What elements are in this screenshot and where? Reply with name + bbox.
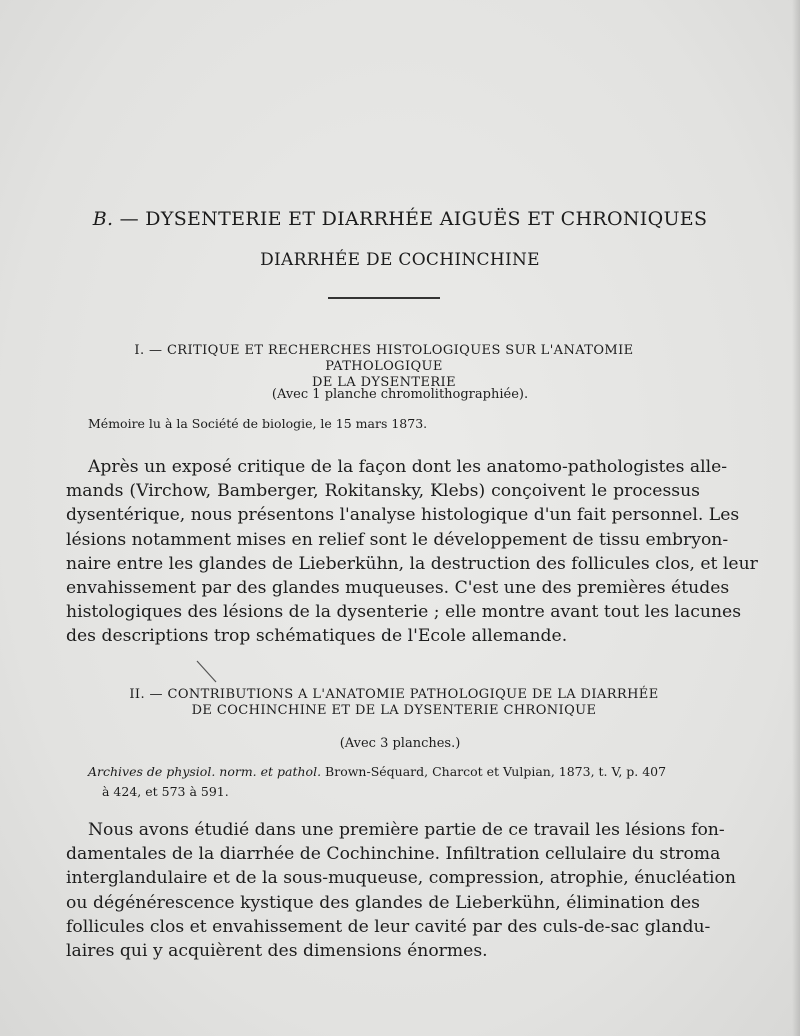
body-line: Nous avons étudié dans une première partie de ce travail les lésions fon-	[88, 820, 725, 840]
citation-journal: Archives de physiol. norm. et pathol.	[88, 764, 322, 779]
section-2-body	[66, 818, 736, 963]
section-2-number: II.	[129, 687, 145, 702]
citation-rest-line2: à 424, et 573 à 591.	[102, 784, 229, 799]
section-2-title-line2: DE COCHINCHINE ET DE LA DYSENTERIE CHRONIQUE	[191, 703, 597, 718]
section-1-number: I.	[134, 343, 145, 358]
chapter-title	[0, 208, 800, 230]
section-1-body	[66, 455, 758, 649]
chapter-letter: B.	[92, 208, 114, 230]
body-line: damentales de la diarrhée de Cochinchine. Infiltration cellulaire du stroma	[66, 844, 721, 865]
section-2-title	[108, 687, 680, 719]
section-2-citation	[88, 762, 702, 802]
body-line: Après un exposé critique de la façon dont les anatomo-pathologistes alle-	[88, 457, 728, 477]
body-line: histologiques des lésions de la dysenterie ; elle montre avant tout les lacunes	[66, 602, 742, 623]
body-line: des descriptions trop schématiques de l'Ecole allemande.	[66, 626, 568, 647]
page-edge-shadow	[792, 0, 800, 1036]
citation-rest-line1: Brown-Séquard, Charcot et Vulpian, 1873, t. V, p. 407	[325, 764, 667, 779]
body-line: ou dégénérescence kystique des glandes de Lieberkühn, élimination des	[66, 892, 700, 913]
body-line: laires qui y acquièrent des dimensions énormes.	[66, 941, 488, 962]
title-rule	[328, 297, 440, 299]
chapter-title-text: — DYSENTERIE ET DIARRHÉE AIGUËS ET CHRONIQUES	[119, 208, 708, 230]
section-2-title-line1: — CONTRIBUTIONS A L'ANATOMIE PATHOLOGIQUE DE LA DIARRHÉE	[149, 687, 659, 702]
section-1-title-line1: — CRITIQUE ET RECHERCHES HISTOLOGIQUES SUR L'ANATOMIE PATHOLOGIQUE	[149, 343, 634, 374]
body-line: mands (Virchow, Bamberger, Rokitansky, Klebs) conçoivent le processus	[66, 481, 700, 502]
body-line: follicules clos et envahissement de leur cavité par des culs-de-sac glandu-	[66, 916, 711, 937]
section-1-title-line2: DE LA DYSENTERIE	[312, 375, 456, 390]
section-1-title	[88, 343, 680, 391]
chapter-subtitle: DIARRHÉE DE COCHINCHINE	[260, 250, 540, 270]
section-1-plate-note: (Avec 1 planche chromolithographiée).	[271, 387, 529, 402]
body-line: naire entre les glandes de Lieberkühn, la destruction des follicules clos, et leur	[66, 553, 758, 574]
section-2-plate-note: (Avec 3 planches.)	[339, 736, 461, 751]
section-1-citation: Mémoire lu à la Société de biologie, le 15 mars 1873.	[88, 416, 428, 431]
body-line: interglandulaire et de la sous-muqueuse, compression, atrophie, énucléation	[66, 868, 736, 889]
body-line: envahissement par des glandes muqueuses. C'est une des premières études	[66, 578, 730, 599]
stray-pen-mark	[196, 660, 218, 684]
body-line: dysentérique, nous présentons l'analyse histologique d'un fait personnel. Les	[66, 505, 740, 526]
body-line: lésions notamment mises en relief sont le développement de tissu embryon-	[66, 529, 729, 550]
